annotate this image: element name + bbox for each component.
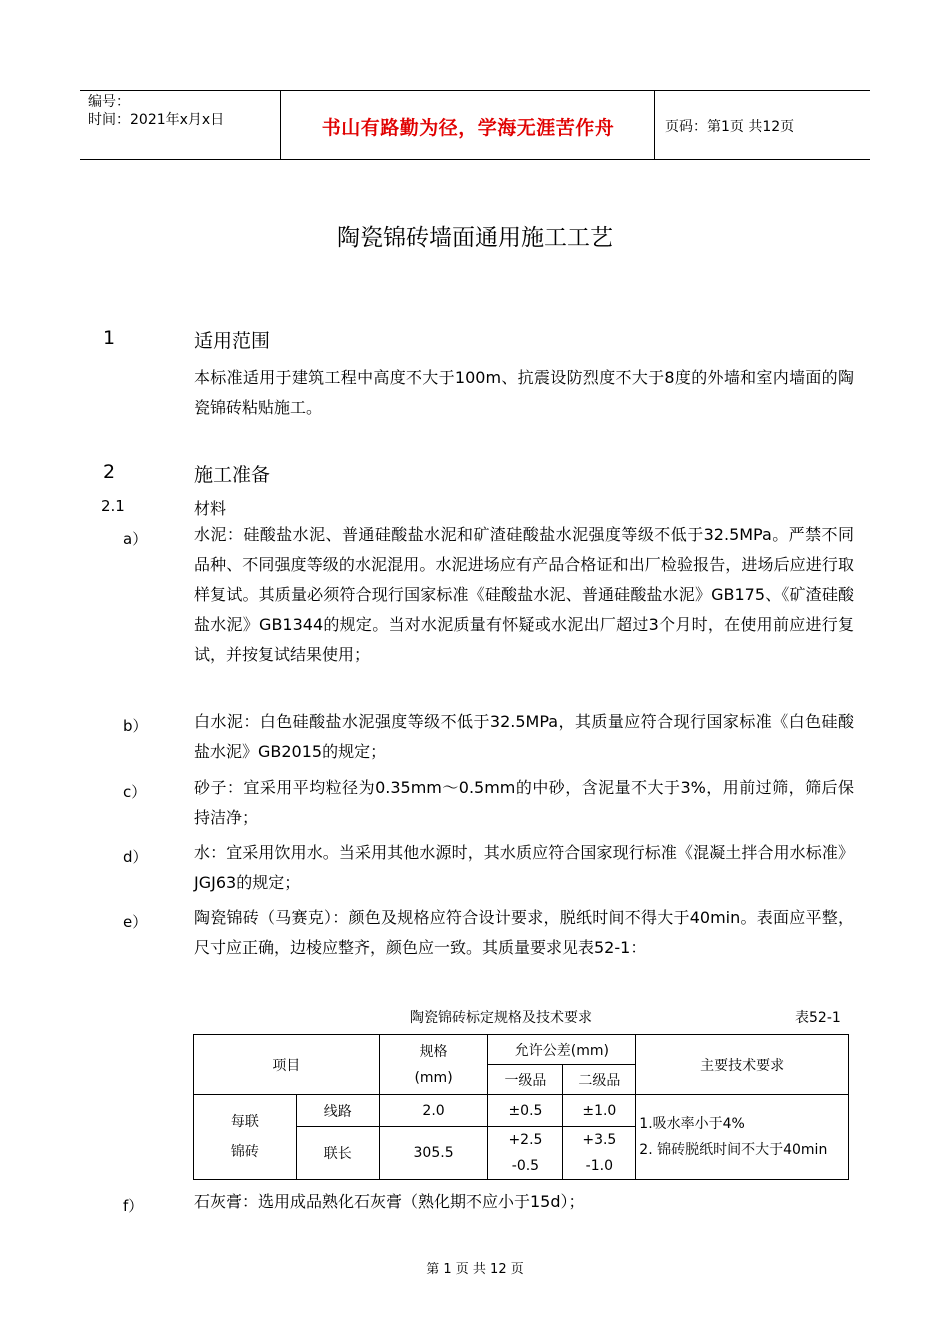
section-1-number: 1	[103, 327, 116, 349]
section-2-number: 2	[103, 461, 116, 483]
item-text-sand: 砂子：宜采用平均粒径为0.35mm～0.5mm的中砂，含泥量不大于3%，用前过筛，筛后保持洁净；	[194, 778, 854, 827]
document-header	[80, 90, 870, 160]
table-cell: 联长	[296, 1127, 379, 1180]
item-label: e）	[123, 913, 148, 931]
subsection-number: 2.1	[101, 497, 125, 515]
item-text-water: 水：宜采用饮用水。当采用其他水源时，其水质应符合国家现行标准《混凝土拌合用水标准》JGJ63的规定；	[194, 843, 854, 892]
section-1-title: 适用范围	[194, 330, 271, 352]
spec-unit: (mm)	[414, 1069, 453, 1086]
header-meta	[88, 93, 278, 129]
tolerance-value: -1.0	[585, 1158, 613, 1174]
requirement-line: 2. 锦砖脱纸时间不大于40min	[639, 1142, 828, 1158]
table-cell	[563, 1127, 636, 1180]
serial-label: 编号：	[88, 94, 130, 110]
header-divider	[280, 91, 281, 159]
section-1-body: 本标准适用于建筑工程中高度不大于100m、抗震设防烈度不大于8度的外墙和室内墙面的陶瓷锦砖粘贴施工。	[194, 368, 854, 417]
item-text-lime: 石灰膏：选用成品熟化石灰膏（熟化期不应小于15d）；	[194, 1192, 585, 1211]
table-caption: 陶瓷锦砖标定规格及技术要求	[410, 1010, 592, 1026]
tolerance-value: +3.5	[582, 1132, 617, 1148]
item-text-cement: 水泥：硅酸盐水泥、普通硅酸盐水泥和矿渣硅酸盐水泥强度等级不低于32.5MPa。严禁不同品种、不同强度等级的水泥混用。水泥进场应有产品合格证和出厂检验报告，进场后应进行取样复试。其质量必须符合现行国家标准《硅酸盐水泥、普通硅酸盐水泥》GB175、《矿渣硅酸盐水泥》GB1344的规定。当对水泥质量有怀疑或水泥出厂超过3个月时，在使用前应进行复试，并按复试结果使用；	[194, 525, 854, 664]
item-label: b）	[123, 717, 148, 735]
document-title: 陶瓷锦砖墙面通用施工工艺	[337, 225, 613, 251]
table-cell: ±0.5	[488, 1095, 563, 1127]
table-cell	[488, 1127, 563, 1180]
table-header-grade1: 一级品	[488, 1065, 563, 1095]
header-motto: 书山有路勤为径，学海无涯苦作舟	[321, 117, 615, 139]
group-line: 每联	[230, 1114, 259, 1130]
section-2-title: 施工准备	[194, 464, 271, 486]
table-header-grade2: 二级品	[563, 1065, 636, 1095]
spec-table	[193, 1034, 849, 1180]
table-header-spec	[379, 1035, 488, 1095]
item-label: a）	[123, 530, 148, 548]
header-divider	[654, 91, 655, 159]
item-label: d）	[123, 848, 148, 866]
tolerance-value: +2.5	[508, 1132, 543, 1148]
table-header-item: 项目	[194, 1035, 380, 1095]
table-header-tolerance: 允许公差(mm)	[488, 1035, 636, 1065]
spec-label: 规格	[419, 1043, 448, 1060]
table-requirements-cell	[636, 1095, 849, 1180]
table-number: 表52-1	[795, 1010, 841, 1026]
header-page-info: 页码：第1页 共12页	[665, 119, 795, 135]
page-footer: 第 1 页 共 12 页	[426, 1262, 524, 1277]
item-label: c）	[123, 783, 147, 801]
item-text-white-cement: 白水泥：白色硅酸盐水泥强度等级不低于32.5MPa，其质量应符合现行国家标准《白色硅酸盐水泥》GB2015的规定；	[194, 712, 854, 761]
table-header-requirements: 主要技术要求	[636, 1035, 849, 1095]
subsection-title: 材料	[194, 499, 227, 518]
table-cell: ±1.0	[563, 1095, 636, 1127]
time-label: 时间：2021年x月x日	[88, 112, 225, 128]
item-text-mosaic: 陶瓷锦砖（马赛克）：颜色及规格应符合设计要求，脱纸时间不得大于40min。表面应平整，尺寸应正确，边棱应整齐，颜色应一致。其质量要求见表52-1：	[194, 908, 854, 957]
item-label: f）	[123, 1197, 144, 1215]
table-cell: 线路	[296, 1095, 379, 1127]
group-line: 锦砖	[230, 1144, 259, 1160]
requirement-line: 1.吸水率小于4%	[639, 1116, 745, 1132]
tolerance-value: -0.5	[511, 1158, 540, 1174]
table-cell: 305.5	[379, 1127, 488, 1180]
table-group-cell	[194, 1095, 297, 1180]
table-cell: 2.0	[379, 1095, 488, 1127]
